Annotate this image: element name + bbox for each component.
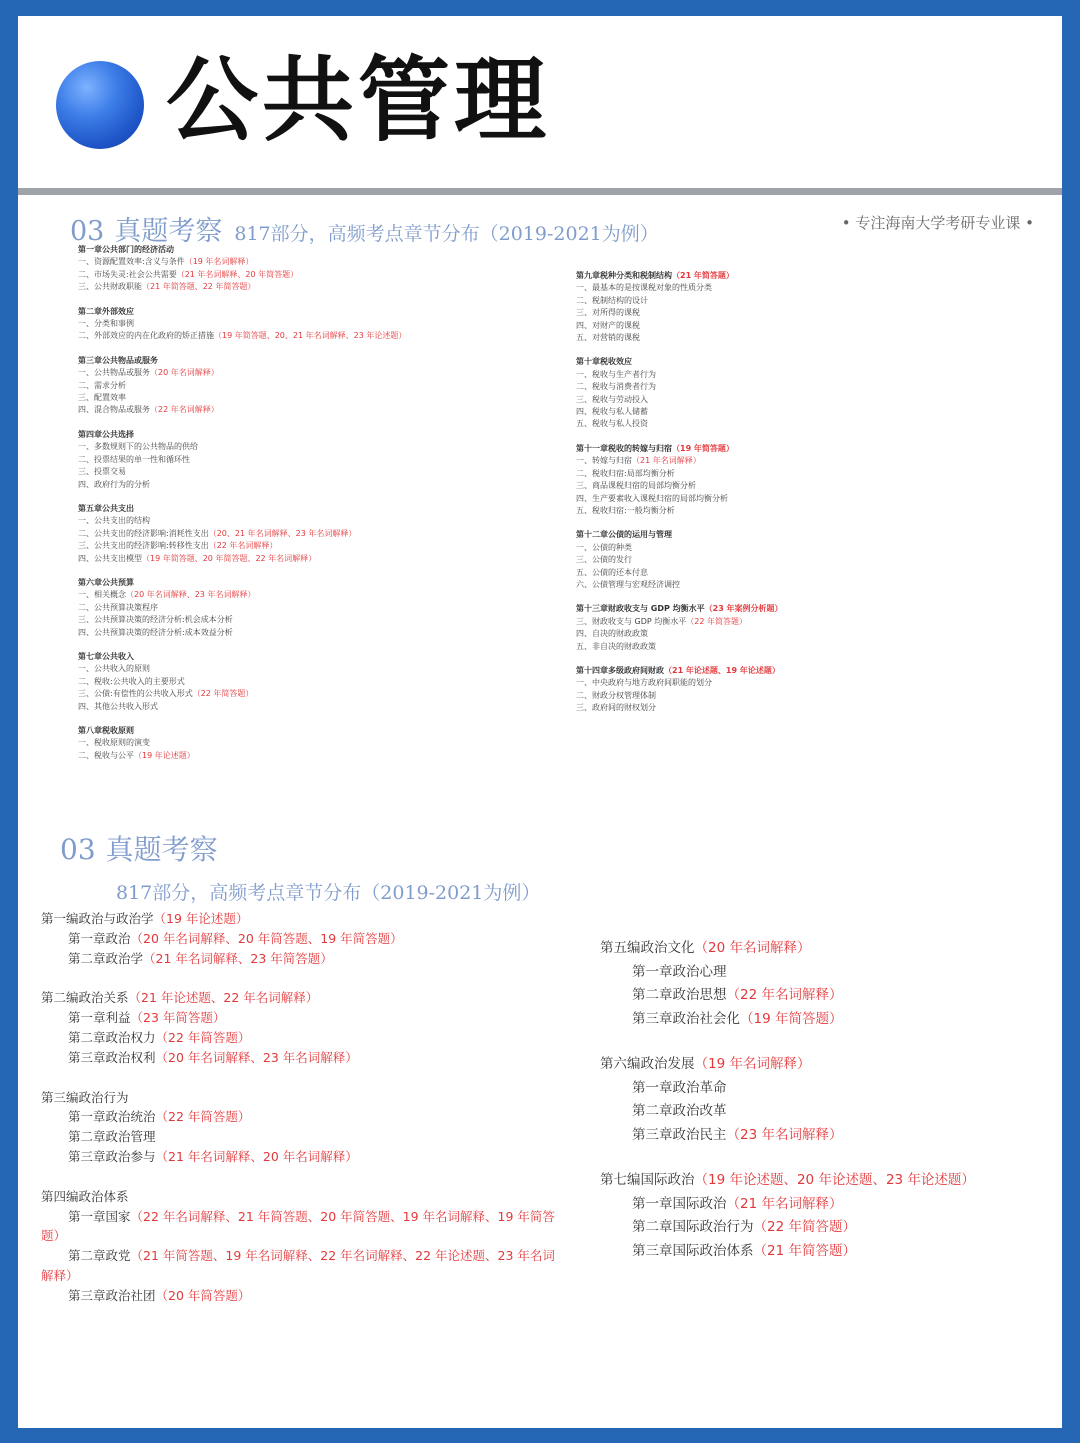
item-text: 第二编政治关系 <box>41 990 129 1006</box>
outline-item <box>78 553 406 565</box>
outline-heading <box>576 665 783 677</box>
exam-note: （21 年名词解释） <box>632 456 701 466</box>
spacer <box>41 1068 581 1088</box>
item-text: 第五编政治文化 <box>600 940 695 956</box>
outline-item <box>78 318 406 330</box>
item-text: 第二章政治权力 <box>68 1029 156 1045</box>
item-text: 二、财政分权管理体制 <box>576 690 656 700</box>
outline-item <box>576 332 783 344</box>
exam-note: （19 年名词解释） <box>184 257 254 267</box>
item-text: 第五章公共支出 <box>78 503 134 513</box>
item-text: 二、税制结构的设计 <box>576 295 648 305</box>
item-text: 三、公共财政职能 <box>78 282 142 292</box>
outline-item <box>576 542 783 554</box>
item-text: 第二章国际政治行为 <box>632 1219 754 1235</box>
outline-item <box>576 480 783 492</box>
outline-item <box>576 567 783 579</box>
outline-heading <box>600 1053 1050 1077</box>
outline-heading <box>78 429 406 441</box>
item-text: 五、非自决的财政政策 <box>576 641 656 651</box>
exam-note: （21 年名词解释） <box>726 1195 843 1212</box>
document-page <box>18 16 1062 1428</box>
outline-heading <box>41 988 581 1008</box>
item-text: 三、财政收支与 GDP 均衡水平 <box>576 616 687 626</box>
item-text: 一、相关概念 <box>78 590 126 600</box>
outline-item <box>78 663 406 675</box>
outline-heading <box>78 503 406 515</box>
exam-note: （21 年简答题） <box>672 271 734 280</box>
outline-item <box>576 641 783 653</box>
outline-item <box>576 628 783 640</box>
item-text: 三、公债:有偿性的公共收入形式 <box>78 689 193 699</box>
exam-note: （21 年名词解释、20 年简答题） <box>176 269 299 279</box>
item-text: 三、配置效率 <box>78 393 126 403</box>
divider-bar <box>18 188 1062 195</box>
exam-note: （20 年名词解释、23 年名词解释） <box>155 1049 358 1065</box>
outline-item <box>600 984 1050 1008</box>
exam-note: （19 年论述题） <box>153 911 249 926</box>
item-text: 第二章外部效应 <box>78 306 134 316</box>
outline-item <box>41 1107 581 1127</box>
outline-item <box>576 579 783 591</box>
section1-title: 真题考察 <box>114 216 223 247</box>
outline-heading <box>41 909 581 929</box>
item-text: 第二章政治改革 <box>632 1103 727 1119</box>
outline-heading <box>600 937 1050 961</box>
outline-heading <box>78 725 406 737</box>
section1-number: 03 <box>70 216 105 247</box>
item-text: 二、公共支出的经济影响:消耗性支出 <box>78 528 209 538</box>
outline-item <box>78 404 406 416</box>
item-text: 四、自决的财政政策 <box>576 629 648 639</box>
outline-item <box>576 406 783 418</box>
item-text: 六、公债管理与宏观经济调控 <box>576 579 680 589</box>
spacer <box>600 1147 1050 1169</box>
exam-note: （22 年名词解释） <box>726 987 843 1003</box>
section1-right-outline <box>576 270 783 715</box>
outline-item <box>41 1246 581 1266</box>
outline-heading <box>576 270 783 282</box>
item-text: 三、公债的发行 <box>576 555 632 565</box>
spacer <box>78 417 406 429</box>
spacer <box>78 713 406 725</box>
item-text: 三、税收与劳动投入 <box>576 394 648 404</box>
blue-ball-icon <box>56 61 144 149</box>
exam-note: （20 年名词解释、20 年简答题、19 年简答题） <box>130 930 403 946</box>
spacer <box>600 1031 1050 1053</box>
title-banner <box>18 16 1062 186</box>
outline-item <box>600 1193 1050 1217</box>
exam-note: （23 年案例分析题） <box>704 604 783 614</box>
spacer <box>576 591 783 603</box>
outline-heading <box>78 355 406 367</box>
outline-item <box>576 381 783 393</box>
exam-note: （21 年名词解释、20 年名词解释） <box>155 1148 358 1164</box>
exam-note: （22 年名词解释） <box>208 541 278 551</box>
section2-title: 真题考察 <box>105 833 218 866</box>
exam-note: 解释） <box>41 1267 79 1283</box>
outline-item <box>78 256 406 268</box>
item-text: 第一章政治革命 <box>632 1079 727 1096</box>
outline-item <box>576 282 783 294</box>
section2-left-outline <box>41 909 581 1306</box>
item-text: 一、公债的种类 <box>576 542 632 552</box>
item-text: 第三编政治行为 <box>41 1089 129 1105</box>
item-text: 二、税收与消费者行为 <box>576 382 656 392</box>
item-text: 第三章政治社团 <box>68 1287 156 1303</box>
spacer <box>78 491 406 503</box>
outline-item <box>41 929 581 949</box>
outline-item <box>41 1226 581 1246</box>
item-text: 一、公共收入的原则 <box>78 664 150 674</box>
item-text: 五、对营销的课税 <box>576 333 640 343</box>
exam-note: （19 年简答题、20、21 年名词解释、23 年论述题） <box>214 331 407 341</box>
item-text: 第一章国家 <box>68 1208 131 1224</box>
spacer <box>576 431 783 443</box>
item-text: 第四编政治体系 <box>41 1188 129 1204</box>
item-text: 四、公共支出模型 <box>78 553 142 563</box>
exam-note: （21 年论述题、22 年名词解释） <box>128 990 319 1006</box>
item-text: 第八章税收原则 <box>78 726 134 735</box>
outline-heading <box>78 651 406 663</box>
exam-note: （22 年简答题） <box>155 1029 251 1045</box>
outline-item <box>576 554 783 566</box>
outline-item <box>78 330 406 342</box>
item-text: 第二章政党 <box>68 1248 131 1264</box>
outline-heading <box>78 577 406 589</box>
outline-item <box>78 627 406 639</box>
item-text: 二、投票结果的单一性和循环性 <box>78 454 190 464</box>
item-text: 第三章政治民主 <box>632 1126 727 1143</box>
item-text: 一、转嫁与归宿 <box>576 456 632 466</box>
item-text: 五、税收归宿:一般均衡分析 <box>576 505 675 515</box>
item-text: 第六编政治发展 <box>600 1056 695 1072</box>
exam-note: （20、21 年名词解释、23 年名词解释） <box>208 528 357 538</box>
exam-note: （23 年简答题） <box>130 1010 226 1026</box>
exam-note: （21 年名词解释、23 年简答题） <box>143 950 333 966</box>
spacer <box>41 968 581 988</box>
outline-item <box>600 1100 1050 1124</box>
item-text: 三、对所得的课税 <box>576 308 640 318</box>
outline-item <box>78 540 406 552</box>
item-text: 第十一章税收的转嫁与归宿 <box>576 443 672 453</box>
outline-item <box>78 281 406 293</box>
item-text: 第一章政治心理 <box>632 963 727 980</box>
item-text: 二、税收归宿:局部均衡分析 <box>576 468 675 478</box>
outline-item <box>576 455 783 467</box>
item-text: 四、生产要素收入课税归宿的局部均衡分析 <box>576 493 728 503</box>
item-text: 四、政府行为的分析 <box>78 479 150 489</box>
spacer <box>78 565 406 577</box>
section2-subtitle: 817部分，高频考点章节分布（2019-2021为例） <box>116 882 541 904</box>
section2-right-outline <box>600 937 1050 1263</box>
item-text: 第一章政治 <box>68 930 131 946</box>
outline-item <box>78 737 406 749</box>
outline-heading <box>78 244 406 256</box>
exam-note: （22 年简答题） <box>155 1109 251 1125</box>
outline-item <box>41 1008 581 1028</box>
exam-note: （20 年简答题） <box>155 1287 251 1303</box>
outline-item <box>576 295 783 307</box>
spacer <box>576 517 783 529</box>
spacer <box>576 653 783 665</box>
item-text: 第十章税收效应 <box>576 357 632 367</box>
section1-heading <box>70 209 659 248</box>
exam-note: （19 年论述题、20 年论述题、23 年论述题） <box>694 1172 975 1188</box>
outline-item <box>41 1048 581 1068</box>
outline-item <box>576 677 783 689</box>
exam-note: （20 年名词解释） <box>150 368 219 378</box>
outline-item <box>600 1216 1050 1240</box>
item-text: 第二章政治学 <box>68 950 144 966</box>
section1-subtitle: 817部分，高频考点章节分布（2019-2021为例） <box>234 223 659 245</box>
outline-item <box>576 690 783 702</box>
outline-item <box>78 479 406 491</box>
item-text: 第三章公共物品或服务 <box>78 355 158 365</box>
outline-heading <box>600 1169 1050 1193</box>
item-text: 一、分类和事例 <box>78 319 134 329</box>
outline-item <box>576 418 783 430</box>
outline-heading <box>576 356 783 368</box>
item-text: 第九章税种分类和税制结构 <box>576 271 672 280</box>
item-text: 第十三章财政收支与 GDP 均衡水平 <box>576 604 705 614</box>
outline-heading <box>576 603 783 615</box>
item-text: 一、最基本的是按课税对象的性质分类 <box>576 283 712 293</box>
outline-item <box>576 493 783 505</box>
exam-note: （23 年名词解释） <box>726 1126 843 1143</box>
exam-note: （19 年简答题） <box>672 443 734 453</box>
exam-note: （22 年名词解释、21 年简答题、20 年简答题、19 年名词解释、19 年简答 <box>130 1208 555 1224</box>
section2-heading <box>60 828 218 868</box>
outline-item <box>78 676 406 688</box>
outline-heading <box>41 1088 581 1108</box>
exam-note: （22 年简答题） <box>753 1219 856 1235</box>
outline-item <box>78 750 406 762</box>
outline-item <box>41 1207 581 1227</box>
item-text: 第一章国际政治 <box>632 1195 727 1212</box>
outline-item <box>78 392 406 404</box>
outline-item <box>41 1266 581 1286</box>
item-text: 第四章公共选择 <box>78 429 134 439</box>
brand-tagline: • 专注海南大学考研专业课 • <box>841 214 1034 232</box>
exam-note: （20 年名词解释、23 年名词解释） <box>126 590 256 600</box>
page-title: 公共管理 <box>166 47 551 154</box>
outline-item <box>78 614 406 626</box>
item-text: 第一章政治统治 <box>68 1109 156 1125</box>
item-text: 五、公债的还本付息 <box>576 567 648 577</box>
item-text: 第三章政治权利 <box>68 1049 156 1065</box>
outline-item <box>78 367 406 379</box>
item-text: 三、公共支出的经济影响:转移性支出 <box>78 541 209 551</box>
exam-note: （21 年简答题、19 年名词解释、22 年名词解释、22 年论述题、23 年名词 <box>130 1248 555 1264</box>
outline-item <box>78 269 406 281</box>
outline-item <box>41 1286 581 1306</box>
item-text: 二、需求分析 <box>78 380 126 390</box>
item-text: 第一编政治与政治学 <box>41 911 154 926</box>
outline-item <box>78 515 406 527</box>
item-text: 第三章政治社会化 <box>632 1010 740 1027</box>
spacer <box>78 294 406 306</box>
exam-note: （20 年名词解释） <box>694 940 811 956</box>
exam-note: （21 年简答题） <box>753 1242 856 1259</box>
item-text: 一、公共支出的结构 <box>78 516 150 526</box>
exam-note: （21 年简答题、22 年简答题） <box>142 282 256 292</box>
outline-heading <box>576 529 783 541</box>
exam-note: （19 年简答题） <box>740 1010 843 1027</box>
item-text: 第二章政治管理 <box>68 1129 156 1145</box>
item-text: 一、多数规则下的公共物品的供给 <box>78 442 198 452</box>
outline-item <box>78 589 406 601</box>
exam-note: （22 年名词解释） <box>150 405 219 415</box>
item-text: 一、税收原则的演变 <box>78 738 150 748</box>
item-text: 四、公共预算决策的经济分析:成本效益分析 <box>78 627 233 637</box>
item-text: 二、市场失灵:社会公共需要 <box>78 269 177 279</box>
item-text: 二、税收与公平 <box>78 750 134 760</box>
outline-heading <box>576 443 783 455</box>
outline-item <box>600 1240 1050 1264</box>
outline-item <box>41 1147 581 1167</box>
item-text: 四、混合物品或服务 <box>78 405 150 415</box>
outline-item <box>576 702 783 714</box>
item-text: 四、税收与私人储蓄 <box>576 407 648 417</box>
item-text: 第十四章多级政府间财政 <box>576 665 664 675</box>
outline-item <box>41 1028 581 1048</box>
exam-note: （22 年简答题） <box>192 689 254 699</box>
item-text: 三、商品课税归宿的局部均衡分析 <box>576 481 696 491</box>
outline-item <box>78 441 406 453</box>
item-text: 第七编国际政治 <box>600 1172 695 1188</box>
exam-note: （19 年论述题） <box>134 750 195 760</box>
section1-left-outline <box>78 244 406 762</box>
item-text: 三、政府间的财权划分 <box>576 703 656 713</box>
item-text: 第七章公共收入 <box>78 651 134 661</box>
item-text: 五、税收与私人投资 <box>576 419 648 429</box>
item-text: 四、其他公共收入形式 <box>78 701 158 711</box>
exam-note: （19 年名词解释） <box>694 1056 811 1072</box>
item-text: 第一章利益 <box>68 1010 131 1026</box>
outline-item <box>576 394 783 406</box>
outline-item <box>78 602 406 614</box>
exam-note: 题） <box>41 1228 67 1244</box>
spacer <box>41 1167 581 1187</box>
outline-item <box>576 468 783 480</box>
outline-item <box>576 505 783 517</box>
outline-item <box>78 380 406 392</box>
exam-note: （22 年简答题） <box>686 616 748 626</box>
outline-item <box>600 1008 1050 1032</box>
item-text: 一、中央政府与地方政府间职能的划分 <box>576 678 712 688</box>
outline-item <box>41 949 581 969</box>
spacer <box>78 639 406 651</box>
item-text: 第六章公共预算 <box>78 577 134 587</box>
item-text: 第二章政治思想 <box>632 987 727 1003</box>
outline-item <box>78 688 406 700</box>
item-text: 二、外部效应的内在化政府的矫正措施 <box>78 331 214 341</box>
item-text: 二、公共预算决策程序 <box>78 602 158 612</box>
outline-item <box>78 454 406 466</box>
outline-item <box>576 307 783 319</box>
outline-heading <box>78 306 406 318</box>
item-text: 第一章公共部门的经济活动 <box>78 245 174 254</box>
outline-item <box>41 1127 581 1147</box>
item-text: 第三章政治参与 <box>68 1148 156 1164</box>
outline-item <box>600 961 1050 985</box>
item-text: 一、资源配置效率:含义与条件 <box>78 257 185 267</box>
outline-item <box>576 616 783 628</box>
outline-item <box>600 1124 1050 1148</box>
item-text: 四、对财产的课税 <box>576 320 640 330</box>
outline-item <box>600 1077 1050 1101</box>
outline-item <box>78 701 406 713</box>
item-text: 第三章国际政治体系 <box>632 1242 754 1259</box>
item-text: 三、投票交易 <box>78 467 126 477</box>
item-text: 二、税收:公共收入的主要形式 <box>78 676 185 686</box>
item-text: 一、税收与生产者行为 <box>576 369 656 379</box>
section2-number: 03 <box>60 833 96 866</box>
item-text: 第十二章公债的运用与管理 <box>576 530 672 540</box>
exam-note: （21 年论述题、19 年论述题） <box>664 665 780 675</box>
spacer <box>576 344 783 356</box>
spacer <box>78 343 406 355</box>
item-text: 三、公共预算决策的经济分析:机会成本分析 <box>78 615 233 625</box>
outline-item <box>576 369 783 381</box>
outline-item <box>576 320 783 332</box>
outline-item <box>78 466 406 478</box>
outline-item <box>78 528 406 540</box>
item-text: 一、公共物品或服务 <box>78 368 150 378</box>
exam-note: （19 年简答题、20 年简答题、22 年名词解释） <box>142 553 317 563</box>
outline-heading <box>41 1187 581 1207</box>
